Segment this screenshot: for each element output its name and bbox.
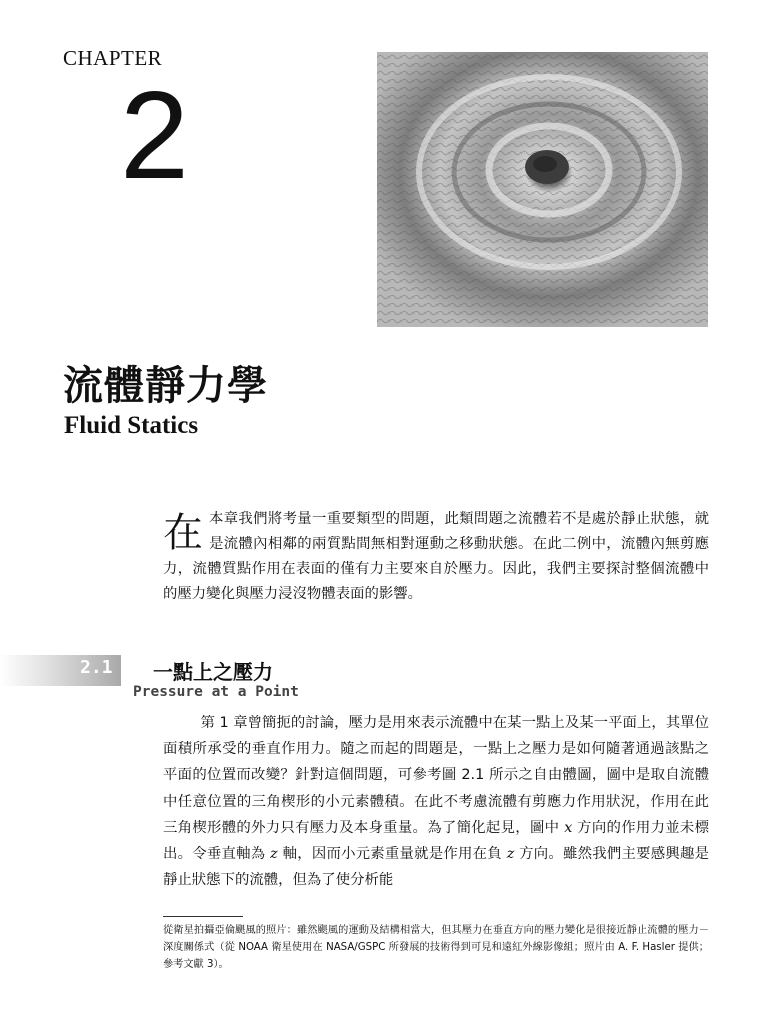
chapter-number: 2 (120, 67, 189, 205)
drop-cap: 在 (163, 510, 203, 556)
variable-z: z (270, 846, 278, 863)
chapter-title-chinese: 流體靜力學 (63, 363, 268, 409)
section-title-english: Pressure at a Point (133, 684, 299, 700)
body-paragraph (163, 710, 709, 893)
body-text-part: 方向的作用力並未標出。令垂直軸為 (163, 819, 709, 863)
body-text-part: 方向。雖然我們主要感興趣是靜止狀態下的流體，但為了使分析能 (163, 846, 710, 889)
chapter-label: CHAPTER (63, 46, 163, 70)
body-text-part: 第 1 章曾簡扼的討論，壓力是用來表示流體中在某一點上及某一平面上，其單位面積所承受的垂直作用力。隨之而起的問題是，一點上之壓力是如何隨著通過該點之平面的位置而改變？針對這個問題，可參考圖 2.1 所示之自由體圖，圖中是取自流體中任意位置的三角楔形的小元素體積。在此不考慮流體有剪應力作用狀況，作用在此三角楔形體的外力只有壓力及本身重量。為了簡化起見，圖中 (163, 715, 709, 836)
chapter-title-english: Fluid Statics (64, 412, 199, 439)
intro-paragraph (163, 507, 709, 607)
variable-x: x (564, 819, 573, 836)
section-number: 2.1 (80, 657, 113, 678)
footnote-rule (163, 916, 243, 917)
section-title-chinese: 一點上之壓力 (153, 660, 273, 684)
intro-text: 本章我們將考量一重要類型的問題，此類問題之流體若不是處於靜止狀態，就是流體內相鄰的兩質點間無相對運動之移動狀態。在此二例中，流體內無剪應力，流體質點作用在表面的僅有力主要來自於壓力。因此，我們主要探討整個流體中的壓力變化與壓力浸沒物體表面的影響。 (163, 511, 709, 602)
footnote: 從衛星拍攝亞倫颶風的照片：雖然颶風的運動及結構相當大，但其壓力在垂直方向的壓力變化是很接近靜止流體的壓力－深度關係式（從 NOAA 衛星使用在 NASA/GSPC 所發展的技術得到可見和遠紅外線影像組；照片由 A. F. Hasler 提供；參考文獻 3）。 (163, 925, 709, 970)
hurricane-satellite-image (377, 52, 708, 327)
variable-z: z (506, 846, 515, 863)
body-text-part: 軸，因而小元素重量就是作用在負 (277, 846, 507, 863)
